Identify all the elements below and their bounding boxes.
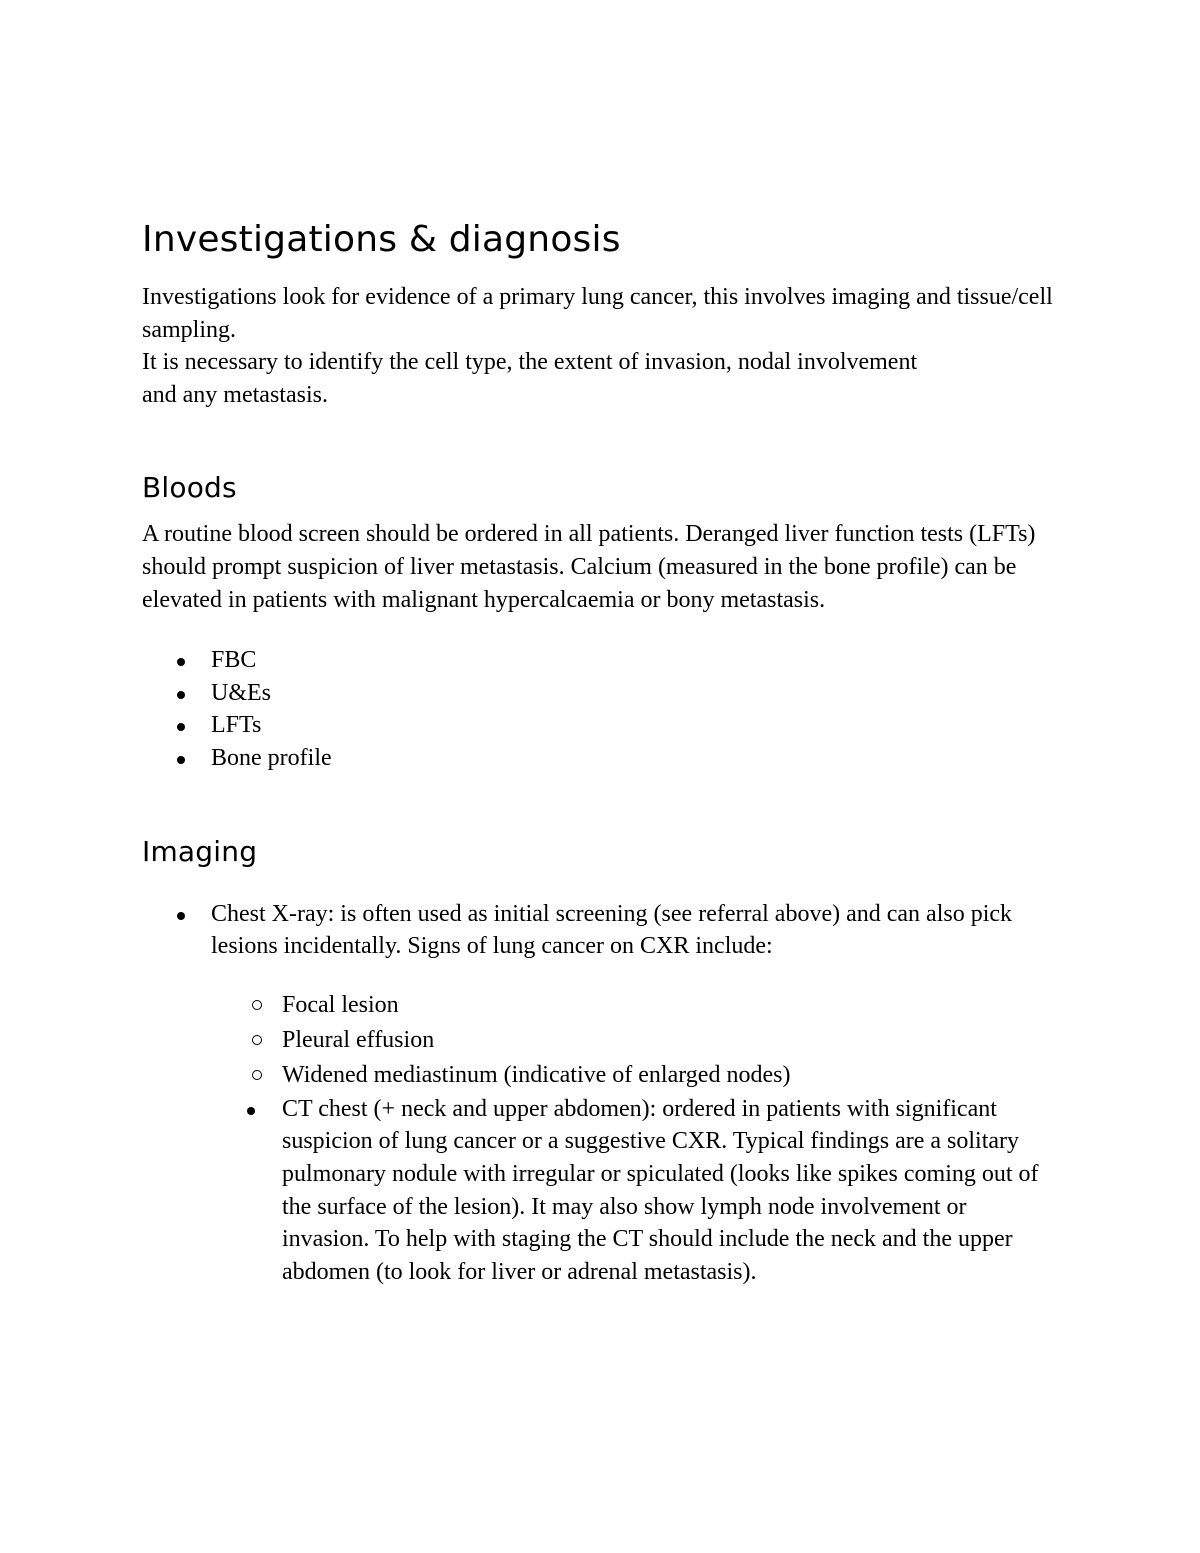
bloods-list	[142, 644, 1072, 774]
list-item: LFTs	[142, 709, 1072, 742]
imaging-sublist	[282, 988, 1057, 1289]
list-item: Bone profile	[142, 742, 1072, 775]
document-page	[142, 216, 1072, 1288]
list-item: Widened mediastinum (indicative of enlarged nodes)	[282, 1058, 1057, 1093]
intro-paragraph-2: It is necessary to identify the cell type, the extent of invasion, nodal involvement and any metastasis.	[142, 349, 918, 408]
bloods-heading: Bloods	[142, 471, 237, 505]
imaging-heading: Imaging	[142, 834, 258, 868]
list-item: Focal lesion	[282, 988, 1057, 1023]
imaging-list	[142, 898, 1067, 963]
bloods-paragraph: A routine blood screen should be ordered in all patients. Deranged liver function tests (LFTs) should prompt suspicion of liver metastasis. Calcium (measured in the bone profile) can be elevated in patients with malignant hypercalcaemia or bony metastasis.	[142, 521, 1036, 613]
list-item: U&Es	[142, 677, 1072, 710]
list-item-chest-xray: Chest X-ray: is often used as initial screening (see referral above) and can also pick lesions incidentally. Signs of lung cancer on CXR include:	[142, 898, 1067, 963]
list-item: FBC	[142, 644, 1072, 677]
list-item-ct-chest: CT chest (+ neck and upper abdomen): ordered in patients with significant suspicion of lung cancer or a suggestive CXR. Typical findings are a solitary pulmonary nodule with irregular or spiculated (looks like spikes coming out of the surface of the lesion). It may also show lymph node involvement or invasion. To help with staging the CT should include the neck and the upper abdomen (to look for liver or adrenal metastasis).	[282, 1093, 1057, 1289]
list-item: Pleural effusion	[282, 1023, 1057, 1058]
intro-paragraph-1: Investigations look for evidence of a primary lung cancer, this involves imaging and tissue/cell sampling.	[142, 284, 1053, 343]
page-title: Investigations & diagnosis	[142, 219, 621, 260]
